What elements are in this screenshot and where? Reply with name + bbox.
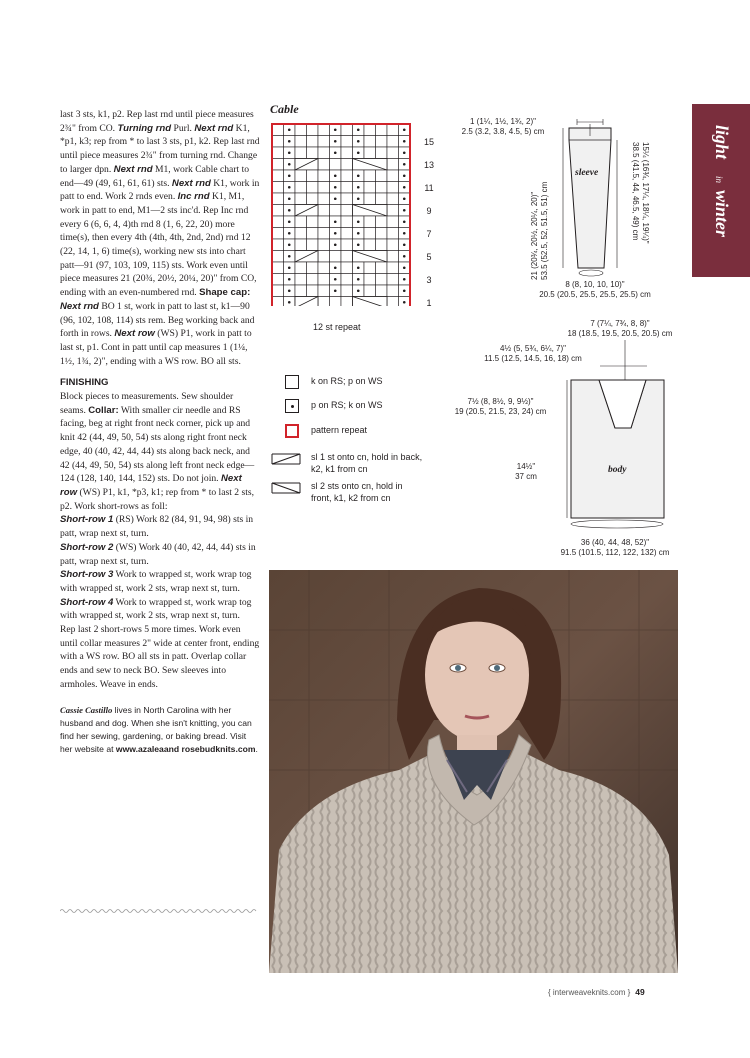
chart-cell (341, 159, 353, 171)
chart-cell (318, 285, 330, 297)
chart-cell (364, 216, 376, 228)
chart-cell (272, 136, 284, 148)
svg-text:winter: winter (712, 190, 732, 238)
chart-cell (364, 170, 376, 182)
purl-dot (357, 278, 360, 281)
purl-dot (288, 243, 291, 246)
instruction-term: Inc rnd (177, 191, 210, 203)
body-armhole-measure: 7½ (8, 8½, 9, 9½)" 19 (20.5, 21.5, 23, 24) cm (454, 397, 547, 416)
chart-cell (341, 193, 353, 205)
chart-cell (272, 159, 284, 171)
purl-dot (357, 197, 360, 200)
chart-cell (387, 285, 399, 297)
sleeve-cuff-measure: 8 (8, 10, 10, 10)" 20.5 (20.5, 25.5, 25.5, 25.5) cm (539, 280, 651, 299)
purl-dot (334, 243, 337, 246)
chart-cell (295, 147, 307, 159)
purl-dot (403, 243, 406, 246)
chart-cell (272, 182, 284, 194)
chart-cell (341, 124, 353, 136)
chart-cell (272, 147, 284, 159)
chart-cell (341, 136, 353, 148)
sleeve-length-left: 21 (20¾, 20½, 20¼, 20)" 53.5 (52.5, 52, 51.5, 51) cm (530, 181, 549, 280)
chart-title: Cable (270, 102, 299, 116)
pattern-instructions (60, 108, 260, 756)
chart-row-number: 11 (424, 182, 434, 193)
chart-cell (330, 159, 342, 171)
chart-cell (364, 228, 376, 240)
purl-dot (357, 174, 360, 177)
chart-row-number: 15 (423, 136, 434, 147)
instruction-term: Shape cap: (199, 287, 251, 299)
purl-dot (357, 128, 360, 131)
chart-cell (272, 274, 284, 286)
chart-cell (341, 274, 353, 286)
chart-cell (318, 262, 330, 274)
chart-cell (387, 239, 399, 251)
purl-dot (288, 140, 291, 143)
chart-cell (376, 216, 388, 228)
purl-dot (403, 128, 406, 131)
chart-cell (318, 251, 330, 263)
chart-cell (364, 136, 376, 148)
chart-cell (307, 182, 319, 194)
purl-dot (357, 243, 360, 246)
page-number: 49 (635, 987, 645, 997)
chart-cell (295, 285, 307, 297)
chart-cell (318, 170, 330, 182)
chart-cell (376, 285, 388, 297)
magazine-page: last 3 sts, k1, p2. Rep last rnd until piece measures 2¾" from CO. Turning rnd Purl. Next rnd K1, *p1, k3; rep from * to last 3 sts, p1, k2. Rep last rnd until piece measures 2¾" from turning rnd. Change to larger dpn. Next rnd M1, work Cable chart to end—49 (49, 61, 61, 61) sts. Next rnd K1, work in patt to end. Work 2 rnds even. Inc rnd K1, M1, work in patt to end, M1—2 sts inc'd. Rep Inc rnd every 6 (6, 6, 4, 4)th rnd 8 (1, 6, 22, 20) more time(s), then every 4th (4th, 4th, 2nd, 2nd) rnd 12 (22, 14, 1, 6) time(s), working new sts into chart patt—91 (97, 103, 109, 115) sts. Work even until piece measures 21 (20¾, 20½, 20¼, 20)" from CO, ending with an even-numbered rnd. Shape cap: Next rnd BO 1 st, work in patt to last st, k1—90 (96, 102, 108, 114) sts rem. Beg working back and forth in rows. Next row (WS) P1, work in patt to last st, p1. Cont in patt until cap measures 1 (1¼, 1½, 1¾, 2)", ending with a WS row. BO all sts. FINISHING Block pieces to measurements. Sew shoulder seams. Collar: With smaller cir needle and RS facing, beg at right front neck corner, pick up and knit 42 (44, 49, 50, 54) sts along right front neck edge, 40 (40, 42, 44, 44) sts along back neck, and 42 (44, 49, 50, 54) sts along left front neck edge—124 (128, 140, 144, 152) sts. Do not join. Next row (WS) P1, k1, *p3, k1; rep from * to last 2 sts, p2. Work short-rows as foll: Short-row 1 (RS) Work 82 (84, 91, 94, 98) sts in patt, wrap next st, turn. Short-row 2 (WS) Work 40 (40, 42, 44, 44) sts in patt, wrap next st, turn. Short-row 3 Work to wrapped st, work wrap tog with wrapped st, work 2 sts, wrap next st, turn. Short-row 4 Work to wrapped st, work wrap tog with wrapped st, work 2 sts, wrap next st, turn. Rep last 2 short-rows 5 more times. Work even until collar measures 2" wide at center front, ending with a WS row. BO all sts in patt. Overlap collar ends and sew to neck BO. Sew sleeves into armholes. Weave in ends. Cassie Castillo lives in North Carolina with her husband and dog. When she isn't knitting, you can find her sewing, gardening, or baking bread. Visit her website at www.azaleaand rosebudknits.com. Cable 15 13 11 9 7 5 3 1 12 st repeat k on RS; p on WS p on RS; k on WS pattern repeat sl 1 st onto cn, hold in back, k2, k1 from cn sl 2 sts onto cn, hold in front, k1, k2 from cn 1 (1¼, 1½, 1¾, 2)" 2.5 (3.2, 3.8, 4.5, 5) cm sleeve 21 (20¾, 20½, 20¼, 20)" 53.5 (52.5, 52, 51.5, 51) cm 15¼ (16¾, 17¼, 18¼, 19¼)" 38.5 (41.5, 44, 46.5, 49) cm 8 (8, 10, 10, 10)" 20.5 (20.5, 25.5, 25.5, 25.5) cm 7 (7¼, 7¾, 8, 8)" 18 (18.5, 19.5, 20.5, 20.5) cm 4½ (5, 5¾, 6¼, 7)" 11.5 (12.5, 14.5, 16, 18) cm 7½ (8, 8½, 9, 9½)" 19 (20.5, 21.5, 23, 24) cm body 14½" 37 cm 36 (40, 44, 48, 52)" 91.5 (101.5, 112, 122, 132) cm light in winter { interweaveknits.com } 49 (0, 0, 750, 1058)
purl-dot (403, 197, 406, 200)
purl-dot (334, 174, 337, 177)
left-cross-icon (271, 482, 301, 494)
chart-cell (364, 285, 376, 297)
chart-cell (364, 182, 376, 194)
chart-cell (364, 147, 376, 159)
footer-url[interactable]: interweaveknits.com (552, 988, 626, 997)
chart-cell (387, 262, 399, 274)
instruction-term: Turning rnd (117, 122, 172, 134)
instruction-term: Collar: (88, 404, 119, 416)
chart-cell (341, 170, 353, 182)
sleeve-top-measure: 1 (1¼, 1½, 1¾, 2)" 2.5 (3.2, 3.8, 4.5, 5) cm (461, 117, 545, 136)
purl-dot (357, 220, 360, 223)
chart-row-number: 5 (426, 251, 432, 262)
sweater-photo (269, 570, 678, 973)
chart-cell (387, 251, 399, 263)
chart-cell (307, 193, 319, 205)
chart-cell (318, 274, 330, 286)
chart-cell (295, 216, 307, 228)
chart-cell (387, 170, 399, 182)
chart-cell (318, 193, 330, 205)
purl-dot (334, 278, 337, 281)
chart-cell (376, 124, 388, 136)
purl-dot (288, 163, 291, 166)
purl-dot (357, 266, 360, 269)
chart-cell (318, 159, 330, 171)
chart-row-number: 7 (426, 228, 432, 239)
purl-dot (334, 128, 337, 131)
chart-cell (295, 193, 307, 205)
chart-cell (341, 251, 353, 263)
chart-cell (307, 274, 319, 286)
chart-cell (272, 262, 284, 274)
pattern-repeat-symbol (285, 424, 299, 438)
purl-dot (288, 128, 291, 131)
chart-cell (318, 297, 330, 307)
chart-cell (307, 216, 319, 228)
chart-cell (330, 205, 342, 217)
chart-cell (376, 147, 388, 159)
purl-dot (403, 266, 406, 269)
finishing-heading: FINISHING (60, 377, 109, 389)
purl-dot (403, 163, 406, 166)
chart-cell (341, 239, 353, 251)
purl-dot (288, 266, 291, 269)
instruction-term: Next row (60, 473, 242, 498)
chart-cell (318, 239, 330, 251)
chart-row-number: 13 (423, 159, 434, 170)
chart-cell (364, 193, 376, 205)
purl-dot (357, 289, 360, 292)
chart-cell (272, 239, 284, 251)
chart-cell (272, 124, 284, 136)
chart-cell (307, 262, 319, 274)
purl-dot (288, 174, 291, 177)
chart-cell (318, 216, 330, 228)
purl-dot (334, 220, 337, 223)
chart-cell (387, 159, 399, 171)
chart-cell (376, 239, 388, 251)
purl-dot (288, 220, 291, 223)
chart-cell (387, 124, 399, 136)
chart-cell (307, 170, 319, 182)
short-row: Short-row 3 Work to wrapped st, work wrap tog with wrapped st, work 2 sts, wrap next st, turn. (60, 569, 252, 594)
purl-dot (403, 255, 406, 258)
instruction-term: Next rnd (171, 177, 211, 189)
chart-cell (295, 182, 307, 194)
purl-dot (288, 151, 291, 154)
purl-dot (334, 266, 337, 269)
designer-website[interactable]: www.azaleaand rosebudknits.com (115, 743, 256, 754)
body-shoulder-measure: 7 (7¼, 7¾, 8, 8)" 18 (18.5, 19.5, 20.5, 20.5) cm (567, 319, 673, 338)
chart-cell (387, 274, 399, 286)
chart-cell (318, 205, 330, 217)
chart-cell (376, 136, 388, 148)
short-row: Short-row 4 Work to wrapped st, work wrap tog with wrapped st, work 2 sts, wrap next st, turn. (60, 596, 252, 622)
purl-dot (288, 186, 291, 189)
chart-cell (272, 228, 284, 240)
chart-cell (364, 262, 376, 274)
body-label: body (608, 465, 627, 475)
chart-cell (387, 297, 399, 307)
chart-cell (272, 216, 284, 228)
cable-chart (270, 122, 414, 306)
purl-dot (403, 174, 406, 177)
chart-cell (341, 216, 353, 228)
purl-dot (288, 289, 291, 292)
body-neck-measure: 4½ (5, 5¾, 6¼, 7)" 11.5 (12.5, 14.5, 16, 18) cm (484, 344, 582, 363)
chart-row-number: 1 (426, 297, 432, 308)
chart-cell (364, 274, 376, 286)
chart-repeat-label: 12 st repeat (313, 322, 361, 332)
purl-dot (403, 232, 406, 235)
purl-dot (403, 186, 406, 189)
purl-dot (288, 232, 291, 235)
short-row: Short-row 1 (RS) Work 82 (84, 91, 94, 98) sts in patt, wrap next st, turn. (60, 514, 254, 540)
short-row: Short-row 2 (WS) Work 40 (40, 42, 44, 44) sts in patt, wrap next st, turn. (60, 541, 256, 567)
purl-dot (357, 151, 360, 154)
chart-cell (295, 239, 307, 251)
purl-dot (403, 278, 406, 281)
instruction-term: Next rnd (113, 163, 153, 175)
purl-dot (334, 151, 337, 154)
instruction-term: Next row (114, 328, 155, 340)
chart-cell (330, 297, 342, 307)
instruction-term: Next rnd (194, 122, 234, 134)
purl-dot (403, 140, 406, 143)
finishing-instructions: Block pieces to measurements. Sew shoulder seams. Collar: With smaller cir needle and RS facing, beg at right front neck corner, pick up and knit 42 (44, 49, 50, 54) sts along right front neck edge, 40 (40, 42, 44, 44) sts along back neck, and 42 (44, 49, 50, 54) sts along left front neck edge—124 (128, 140, 144, 152) sts. Do not join. Next row (WS) P1, k1, *p3, k1; rep from * to last 2 sts, p2. Work short-rows as foll: (60, 391, 255, 512)
chart-row-number: 9 (426, 205, 432, 216)
chart-cell (387, 147, 399, 159)
chart-cell (387, 205, 399, 217)
purl-dot (334, 232, 337, 235)
chart-cell (307, 136, 319, 148)
chart-cell (364, 124, 376, 136)
chart-cell (318, 147, 330, 159)
chart-cell (295, 228, 307, 240)
knit-symbol (285, 375, 299, 389)
chart-cell (318, 182, 330, 194)
chart-cell (307, 239, 319, 251)
chart-cell (295, 274, 307, 286)
body-length-measure: 14½" 37 cm (515, 462, 537, 481)
chart-cell (387, 193, 399, 205)
chart-cell (272, 297, 284, 307)
chart-cell (376, 182, 388, 194)
chart-cell (364, 239, 376, 251)
chart-cell (272, 205, 284, 217)
purl-dot (288, 255, 291, 258)
purl-dot (403, 289, 406, 292)
chart-cell (387, 216, 399, 228)
chart-cell (272, 170, 284, 182)
chart-row-number: 3 (426, 274, 432, 285)
purl-dot (334, 289, 337, 292)
instruction-term: Next rnd (60, 300, 99, 312)
short-rows (60, 513, 260, 623)
chart-cell (295, 136, 307, 148)
sleeve-length-right: 15¼ (16¾, 17¼, 18¼, 19¼)" 38.5 (41.5, 44, 46.5, 49) cm (631, 142, 650, 244)
sleeve-label: sleeve (575, 168, 599, 178)
chart-cell (272, 285, 284, 297)
chart-cell (376, 170, 388, 182)
chart-cell (341, 182, 353, 194)
wavy-divider (60, 908, 258, 914)
chart-cell (330, 251, 342, 263)
chart-cell (295, 124, 307, 136)
chart-cell (341, 285, 353, 297)
chart-cell (272, 251, 284, 263)
chart-cell (341, 147, 353, 159)
page-footer: { interweaveknits.com } 49 (548, 987, 645, 997)
chart-cell (387, 136, 399, 148)
purl-dot (288, 301, 291, 304)
purl-dot (334, 186, 337, 189)
purl-dot (357, 186, 360, 189)
chart-cell (318, 228, 330, 240)
right-cross-icon (271, 453, 301, 465)
chart-cell (376, 274, 388, 286)
chart-cell (387, 228, 399, 240)
purl-dot (403, 301, 406, 304)
chart-cell (376, 193, 388, 205)
chart-cell (295, 262, 307, 274)
chart-cell (341, 262, 353, 274)
purl-symbol (285, 399, 299, 413)
chart-cell (341, 228, 353, 240)
sleeve-instructions: last 3 sts, k1, p2. Rep last rnd until piece measures 2¾" from CO. Turning rnd Purl. Next rnd K1, *p1, k3; rep from * to last 3 sts, p1, k2. Rep last rnd until piece measures 2¾" from turning rnd. Change to larger dpn. Next rnd M1, work Cable chart to end—49 (49, 61, 61, 61) sts. Next rnd K1, work in patt to end. Work 2 rnds even. Inc rnd K1, M1, work in patt to end, M1—2 sts inc'd. Rep Inc rnd every 6 (6, 6, 4, 4)th rnd 8 (1, 6, 22, 20) more time(s), then every 4th (4th, 4th, 2nd, 2nd) rnd 12 (22, 14, 1, 6) time(s), working new sts into chart patt—91 (97, 103, 109, 115) sts. Work even until piece measures 21 (20¾, 20½, 20¼, 20)" from CO, ending with an even-numbered rnd. Shape cap: Next rnd BO 1 st, work in patt to last st, k1—90 (96, 102, 108, 114) sts rem. Beg working back and forth in rows. Next row (WS) P1, work in patt to last st, p1. Cont in patt until cap measures 1 (1¼, 1½, 1¾, 2)", ending with a WS row. BO all sts. (60, 109, 260, 367)
svg-text:light: light (712, 125, 732, 160)
purl-dot (403, 151, 406, 154)
chart-cell (387, 182, 399, 194)
purl-dot (334, 140, 337, 143)
purl-dot (288, 197, 291, 200)
chart-cell (341, 297, 353, 307)
chart-cell (295, 170, 307, 182)
purl-dot (334, 197, 337, 200)
chart-cell (307, 147, 319, 159)
purl-dot (288, 209, 291, 212)
body-chest-measure: 36 (40, 44, 48, 52)" 91.5 (101.5, 112, 122, 132) cm (560, 538, 670, 557)
purl-dot (288, 278, 291, 281)
finishing-end: Rep last 2 short-rows 5 more times. Work even until collar measures 2" wide at center front, ending with a WS row. BO all sts in patt. Overlap collar ends and sew to neck BO. Sew sleeves into armholes. Weave in ends. (60, 624, 260, 690)
chart-cell (318, 136, 330, 148)
purl-dot (403, 220, 406, 223)
section-tab-title (700, 116, 742, 266)
chart-cell (376, 262, 388, 274)
chart-cell (376, 228, 388, 240)
chart-cell (307, 228, 319, 240)
chart-cell (307, 285, 319, 297)
chart-cell (307, 124, 319, 136)
purl-dot (357, 232, 360, 235)
chart-cell (341, 205, 353, 217)
svg-text:in: in (714, 176, 724, 184)
purl-dot (357, 140, 360, 143)
purl-dot (403, 209, 406, 212)
designer-bio: Cassie Castillo lives in North Carolina with her husband and dog. When she isn't knitting, you can find her sewing, gardening, or baking bread. Visit her website at www.azaleaand rosebudknits.com. (60, 704, 258, 754)
chart-cell (272, 193, 284, 205)
chart-cell (318, 124, 330, 136)
